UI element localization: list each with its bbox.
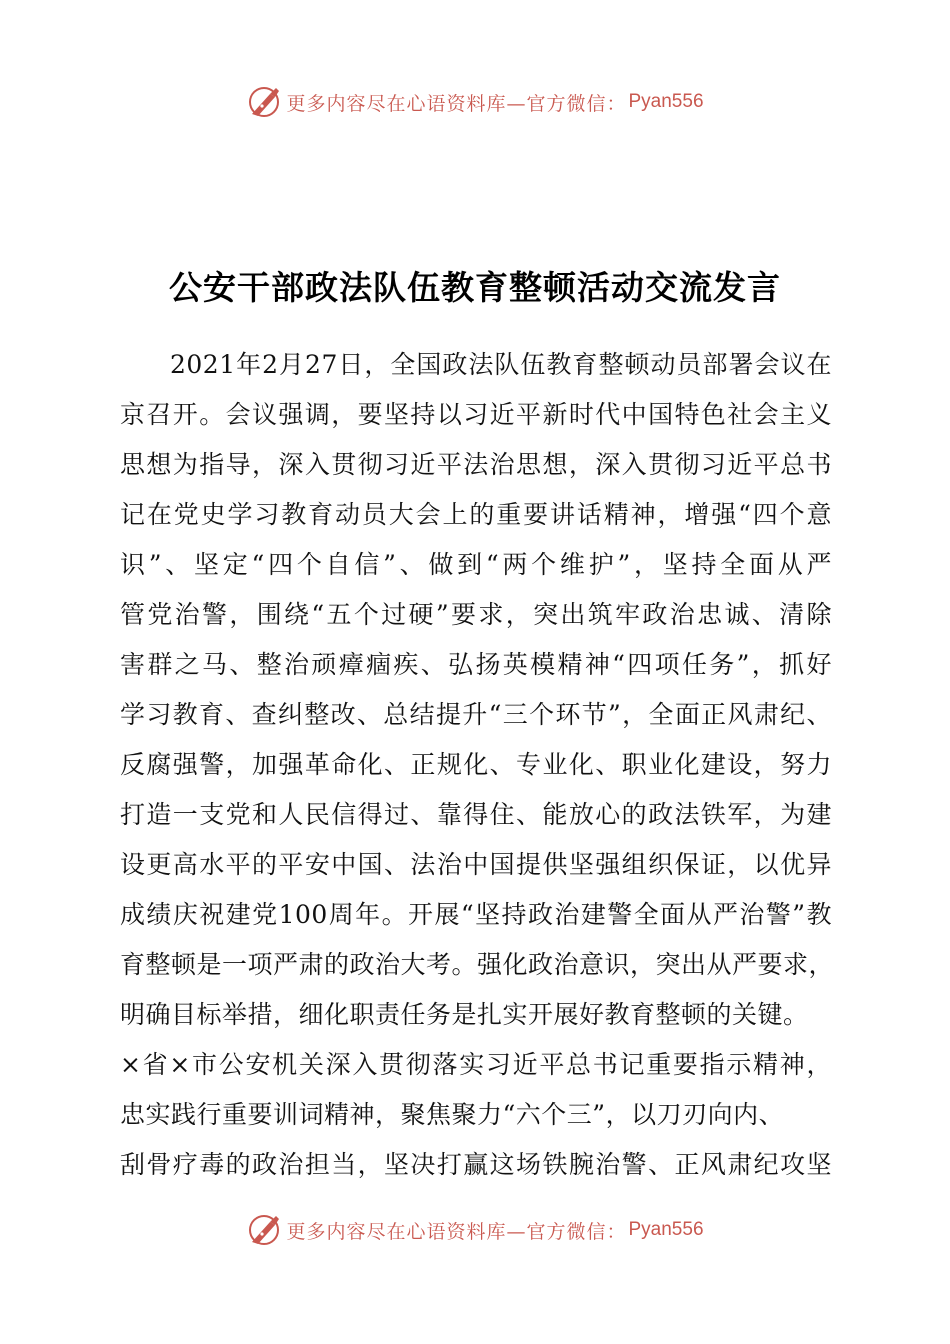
paragraph-line: 反腐强警，加强革命化、正规化、专业化、职业化建设，努力	[120, 750, 832, 779]
paragraph-line: 忠实践行重要训词精神，聚焦聚力“六个三”，以刀刃向内、	[120, 1100, 785, 1129]
paragraph-line: 设更高水平的平安中国、法治中国提供坚强组织保证，以优异	[120, 850, 832, 879]
paragraph-line: 育整顿是一项严肃的政治大考。强化政治意识，突出从严要求，	[120, 950, 835, 979]
paragraph-line: 刮骨疗毒的政治担当，坚决打赢这场铁腕治警、正风肃纪攻坚	[120, 1150, 832, 1179]
paragraph-line: 管党治警，围绕“五个过硬”要求，突出筑牢政治忠诚、清除	[120, 600, 832, 629]
paragraph-line: 明确目标举措，细化职责任务是扎实开展好教育整顿的关键。	[120, 1000, 809, 1029]
paragraph-line: 成绩庆祝建党100周年。开展“坚持政治建警全面从严治警”教	[120, 900, 832, 929]
paragraph-line: 2021年2月27日，全国政法队伍教育整顿动员部署会议在	[170, 350, 832, 379]
footer-watermark	[0, 1210, 950, 1250]
paragraph-line: 打造一支党和人民信得过、靠得住、能放心的政法铁军，为建	[120, 800, 832, 829]
watermark-wechat-id: Pyan556	[628, 91, 704, 112]
watermark-text: 更多内容尽在心语资料库—官方微信：	[286, 92, 627, 115]
pen-nib-circle-icon	[246, 84, 282, 120]
paragraph-line: 思想为指导，深入贯彻习近平法治思想，深入贯彻习近平总书	[120, 450, 832, 479]
paragraph-line: 害群之马、整治顽瘴痼疾、弘扬英模精神“四项任务”，抓好	[120, 650, 832, 679]
paragraph-line: ×省×市公安机关深入贯彻落实习近平总书记重要指示精神，	[120, 1050, 832, 1079]
watermark-wechat-id: Pyan556	[628, 1219, 704, 1240]
body-paragraph	[120, 340, 835, 1190]
pen-nib-circle-icon	[246, 1212, 282, 1248]
watermark-text: 更多内容尽在心语资料库—官方微信：	[286, 1220, 627, 1243]
paragraph-line: 京召开。会议强调，要坚持以习近平新时代中国特色社会主义	[120, 400, 832, 429]
document-title: 公安干部政法队伍教育整顿活动交流发言	[169, 268, 781, 307]
paragraph-line: 学习教育、查纠整改、总结提升“三个环节”，全面正风肃纪、	[120, 700, 832, 729]
paragraph-line: 记在党史学习教育动员大会上的重要讲话精神，增强“四个意	[120, 500, 832, 529]
paragraph-line: 识”、坚定“四个自信”、做到“两个维护”，坚持全面从严	[120, 550, 832, 579]
header-watermark	[0, 82, 950, 122]
